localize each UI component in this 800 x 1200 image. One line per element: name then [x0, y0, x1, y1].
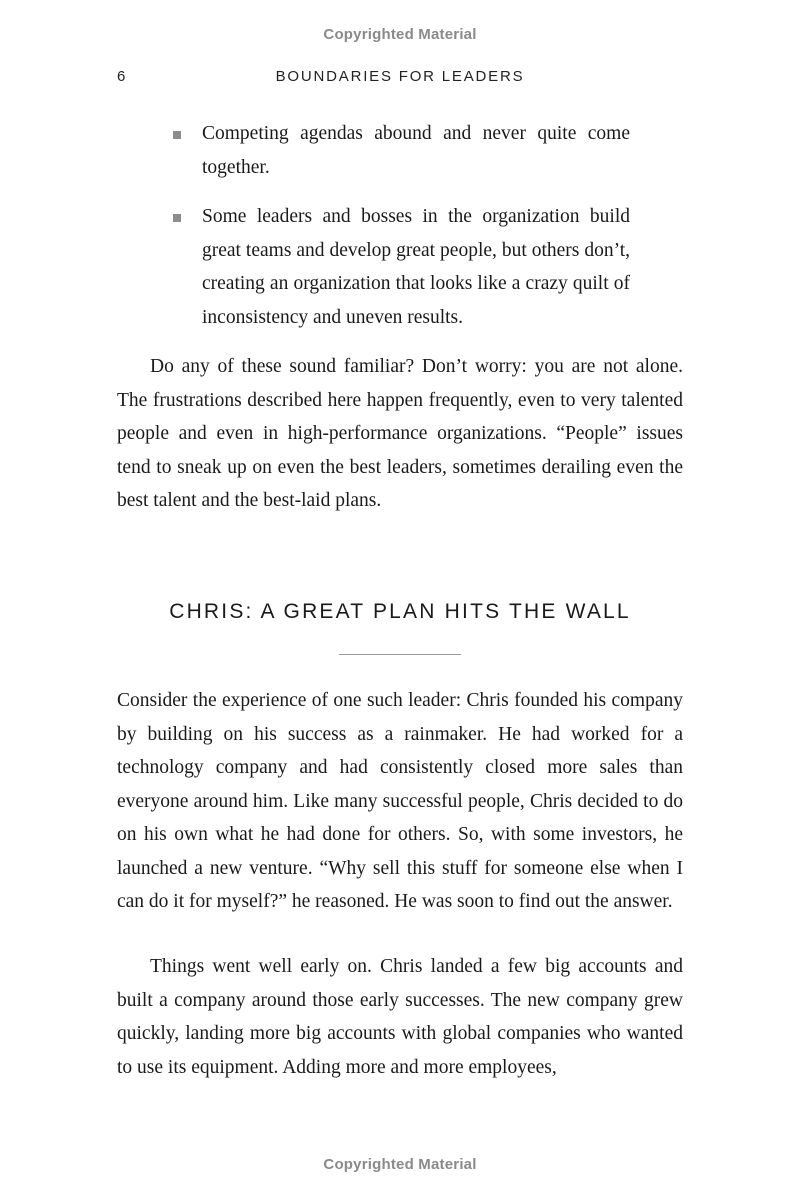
- section-divider: [339, 654, 461, 655]
- body-paragraph: Things went well early on. Chris landed a few big accounts and built a company around those early successes. The new company grew quickly, landing more big accounts with global companies who wanted to use its equipment. Adding more and more employees,: [117, 956, 683, 1078]
- list-item: [170, 200, 630, 334]
- square-bullet-icon: [173, 131, 181, 139]
- section-heading: CHRIS: A GREAT PLAN HITS THE WALL: [169, 600, 631, 623]
- bullet-text: Some leaders and bosses in the organization build great teams and develop great people, but others don’t, creating an organization that looks like a crazy quilt of inconsistency and uneven results.: [202, 206, 630, 328]
- list-item: [170, 117, 630, 184]
- running-head: [117, 68, 683, 90]
- body-paragraph: Consider the experience of one such leader: Chris founded his company by building on his success as a rainmaker. He had worked for a technology company and had consistently closed more sales than everyone around him. Like many successful people, Chris decided to do on his own what he had done for others. So, with some investors, he launched a new venture. “Why sell this stuff for someone else when I can do it for myself?” he reasoned. He was soon to find out the answer.: [117, 690, 683, 912]
- body-paragraph: Do any of these sound familiar? Don’t worry: you are not alone. The frustrations described here happen frequently, even to very talented people and even in high-performance organizations. “People” issues tend to sneak up on even the best leaders, sometimes derailing even the best talent and the best-laid plans.: [117, 356, 683, 511]
- bullet-text: Competing agendas abound and never quite come together.: [202, 123, 630, 178]
- running-title: BOUNDARIES FOR LEADERS: [275, 68, 525, 85]
- copyright-watermark-top: Copyrighted Material: [323, 26, 477, 43]
- copyright-watermark-bottom: Copyrighted Material: [323, 1156, 477, 1173]
- square-bullet-icon: [173, 214, 181, 222]
- bullet-list: [170, 117, 630, 350]
- page-number: 6: [117, 68, 126, 85]
